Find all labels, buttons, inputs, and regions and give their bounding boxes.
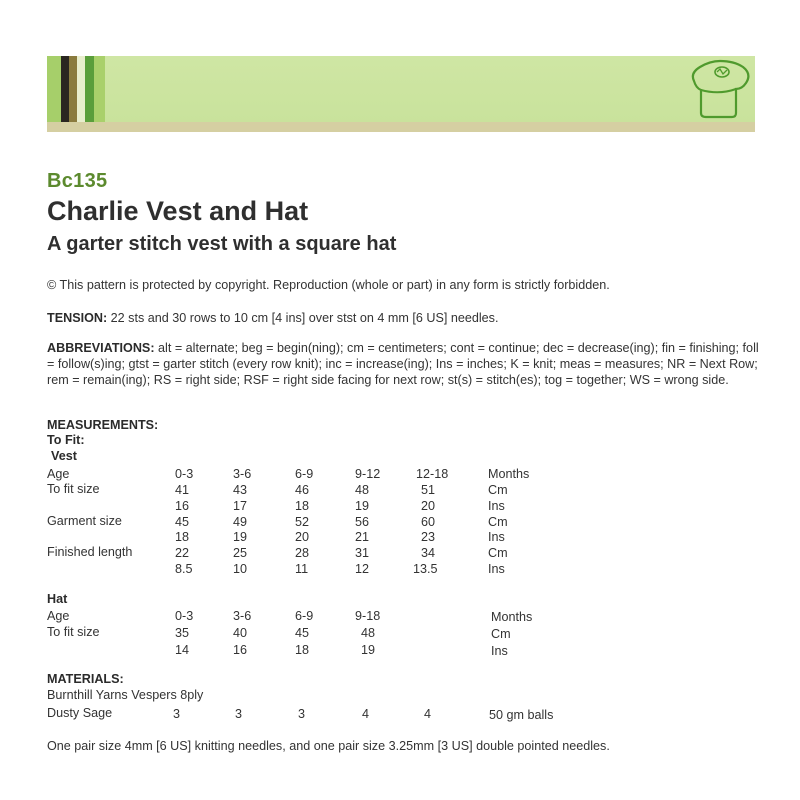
banner-stripe [77,56,85,122]
table-cell: 3 [173,707,181,721]
table-unit: Cm [488,515,508,529]
table-cell: 18 [295,499,310,513]
page-subtitle: A garter stitch vest with a square hat [47,233,397,255]
table-cell: 0-3 [175,609,194,623]
table-cell: 60 [421,515,436,529]
table-cell: 16 [175,499,190,513]
table-unit: 50 gm balls [489,708,554,722]
table-cell: 43 [233,483,248,497]
table-cell: 11 [295,562,309,576]
table-cell: 12 [355,562,370,576]
header-banner [47,56,755,130]
table-cell: 21 [355,530,370,544]
table-unit: Cm [491,627,511,641]
table-cell: 28 [295,546,310,560]
to-fit-heading: To Fit: [47,433,85,447]
table-cell: 49 [233,515,248,529]
table-cell: 8.5 [175,562,193,576]
banner-bottom-band [47,122,755,132]
hat-logo-icon [686,57,752,121]
table-row-label: To fit size [47,625,100,639]
table-cell: 31 [355,546,370,560]
table-cell: 51 [421,483,436,497]
table-cell: 3 [298,707,306,721]
pattern-code: Bc135 [47,170,108,192]
abbreviations-paragraph [47,340,759,389]
page-title: Charlie Vest and Hat [47,196,309,226]
banner-stripe [85,56,94,122]
table-cell: 10 [233,562,248,576]
table-cell: 18 [295,643,310,657]
banner-stripe [61,56,69,122]
table-cell: 4 [362,707,370,721]
table-cell: 0-3 [175,467,194,481]
table-row-label: Age [47,609,70,623]
table-unit: Ins [488,530,505,544]
table-unit: Cm [488,546,508,560]
table-cell: 19 [361,643,376,657]
table-cell: 23 [421,530,436,544]
table-cell: 19 [233,530,248,544]
table-cell: 25 [233,546,248,560]
table-cell: 45 [175,515,190,529]
table-cell: 3-6 [233,467,252,481]
table-cell: 6-9 [295,609,314,623]
table-cell: 12-18 [416,467,449,481]
table-cell: 9-12 [355,467,381,481]
table-cell: 19 [355,499,370,513]
table-cell: 20 [421,499,436,513]
table-cell: 48 [361,626,376,640]
table-cell: 22 [175,546,190,560]
table-unit: Months [488,467,530,481]
banner-stripe [69,56,77,122]
table-unit: Months [491,610,533,624]
banner-stripe [94,56,105,122]
copyright-notice: © This pattern is protected by copyright. Reproduction (whole or part) in any form is strictly forbidden. [47,278,610,292]
table-cell: 40 [233,626,248,640]
table-cell: 18 [175,530,190,544]
tension-text: 22 sts and 30 rows to 10 cm [4 ins] over stst on 4 mm [6 US] needles. [107,311,499,325]
table-cell: 3 [235,707,243,721]
table-cell: 56 [355,515,370,529]
needles-text: One pair size 4mm [6 US] knitting needles, and one pair size 3.25mm [3 US] double pointed needles. [47,739,610,753]
abbreviations-label: ABBREVIATIONS: [47,341,155,355]
table-cell: 48 [355,483,370,497]
table-cell: 14 [175,643,190,657]
table-unit: Ins [491,644,508,658]
table-cell: 13.5 [413,562,438,576]
table-cell: 4 [424,707,432,721]
table-cell: 35 [175,626,190,640]
yarn-color: Dusty Sage [47,706,113,720]
table-cell: 6-9 [295,467,314,481]
tension-paragraph [47,310,759,326]
table-cell: 45 [295,626,310,640]
hat-heading: Hat [47,592,68,606]
table-cell: 41 [175,483,190,497]
materials-heading: MATERIALS: [47,672,124,686]
table-unit: Cm [488,483,508,497]
abbreviations-text: alt = alternate; beg = begin(ning); cm = centimeters; cont = continue; dec = decrease(ing); fin = finishing; foll = follow(s)ing; gtst = garter stitch (every row knit); inc = increase(ing); Ins = inches; K = knit; meas = measures; NR = Next Row; rem = remain(ing); RS = right side; RSF = right side facing for next row; st(s) = stitch(es); tog = together; WS = wrong side. [47,341,759,388]
banner-stripe [47,56,61,122]
table-row-label: Finished length [47,545,133,559]
tension-label: TENSION: [47,311,108,325]
vest-heading: Vest [51,449,77,463]
table-cell: 16 [233,643,248,657]
table-cell: 34 [421,546,436,560]
table-unit: Ins [488,499,505,513]
table-row-label: To fit size [47,482,100,496]
table-unit: Ins [488,562,505,576]
table-row-label: Age [47,467,70,481]
table-cell: 52 [295,515,310,529]
yarn-name: Burnthill Yarns Vespers 8ply [47,688,204,702]
measurements-heading: MEASUREMENTS: [47,418,159,432]
table-cell: 46 [295,483,310,497]
table-cell: 9-18 [355,609,381,623]
table-row-label: Garment size [47,514,122,528]
table-cell: 20 [295,530,310,544]
table-cell: 3-6 [233,609,252,623]
table-cell: 17 [233,499,248,513]
